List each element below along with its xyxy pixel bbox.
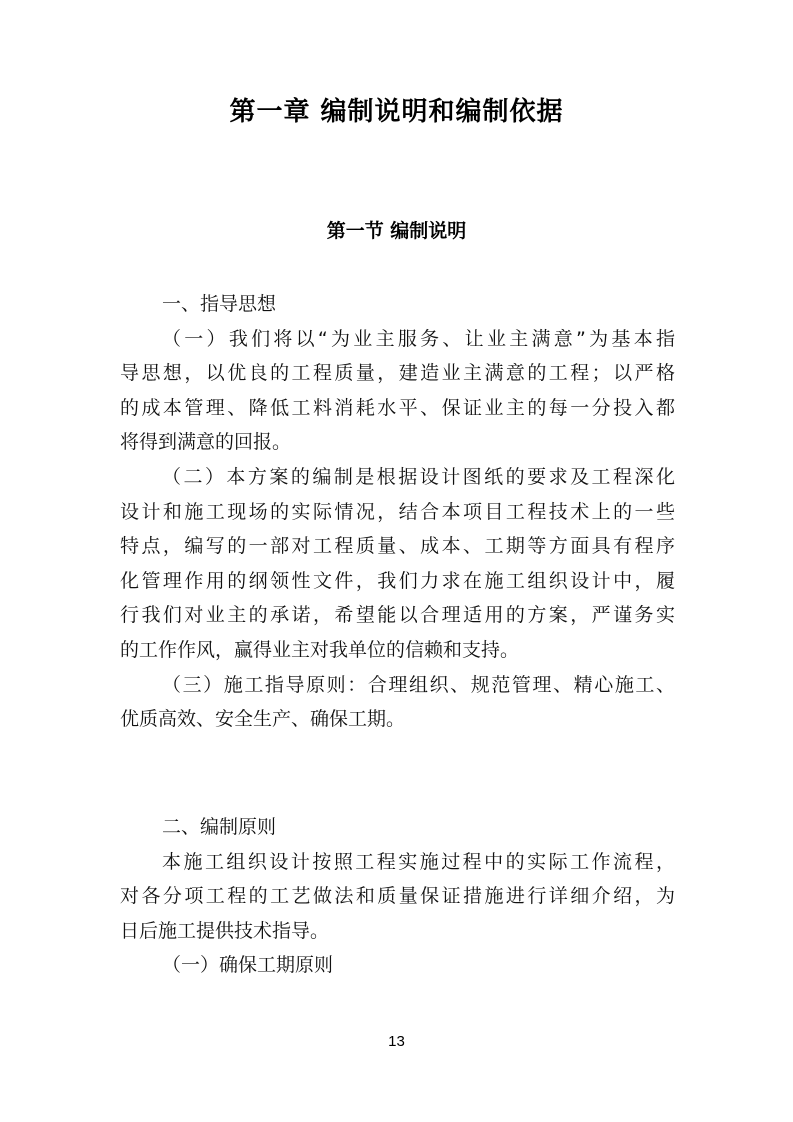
- paragraph-line: 化管理作用的纲领性文件，我们力求在施工组织设计中，履: [120, 569, 675, 592]
- paragraph-line: 导思想，以优良的工程质量，建造业主满意的工程；以严格: [120, 362, 675, 385]
- paragraph-line: （二）本方案的编制是根据设计图纸的要求及工程深化: [162, 465, 675, 488]
- paragraph-line: 将得到满意的回报。: [120, 431, 292, 454]
- part2-block: [120, 810, 675, 983]
- part1-heading: 一、指导思想: [162, 293, 277, 315]
- part2-heading: 二、编制原则: [162, 816, 277, 838]
- part1-block: [120, 287, 675, 737]
- paragraph-line: 行我们对业主的承诺，希望能以合理适用的方案，严谨务实: [120, 604, 675, 627]
- section-title: 第一节 编制说明: [326, 220, 467, 242]
- paragraph-line: （一）我们将以“为业主服务、让业主满意”为基本指: [162, 327, 675, 350]
- paragraph-line: 优质高效、安全生产、确保工期。: [120, 708, 406, 731]
- chapter-title: 第一章 编制说明和编制依据: [229, 97, 564, 127]
- part2-subheading: （一）确保工期原则: [162, 954, 334, 977]
- paragraph-line: 日后施工提供技术指导。: [120, 919, 330, 942]
- paragraph-line: 特点，编写的一部对工程质量、成本、工期等方面具有程序: [120, 535, 675, 558]
- page-number: 13: [388, 1033, 405, 1050]
- paragraph-line: 本施工组织设计按照工程实施过程中的实际工作流程，: [162, 850, 675, 873]
- paragraph-line: 的成本管理、降低工料消耗水平、保证业主的每一分投入都: [120, 396, 675, 419]
- paragraph-line: 对各分项工程的工艺做法和质量保证措施进行详细介绍，为: [120, 885, 675, 908]
- paragraph-line: 的工作作风，赢得业主对我单位的信赖和支持。: [120, 638, 520, 661]
- paragraph-line: （三）施工指导原则：合理组织、规范管理、精心施工、: [162, 673, 675, 696]
- paragraph-line: 设计和施工现场的实际情况，结合本项目工程技术上的一些: [120, 500, 675, 523]
